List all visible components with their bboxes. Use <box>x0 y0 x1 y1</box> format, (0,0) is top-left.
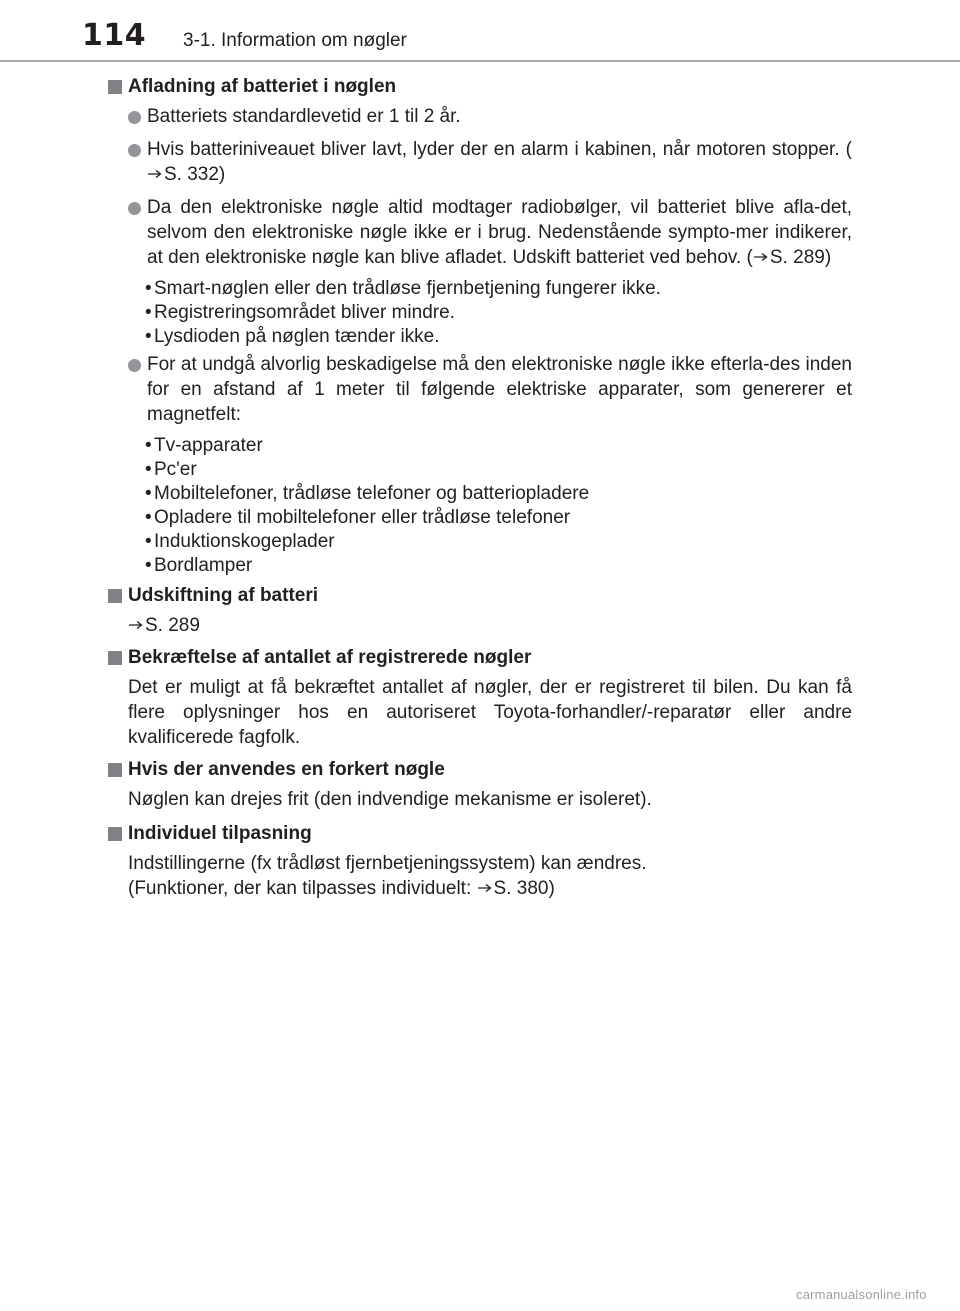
bullet-paragraph-radio-waves <box>128 195 852 270</box>
heading-text: Bekræftelse af antallet af registrerede nøgler <box>128 647 532 668</box>
paragraph-text: Batteriets standardlevetid er 1 til 2 år. <box>147 106 461 127</box>
page-reference-link[interactable]: S. 289) <box>769 247 832 268</box>
bullet-paragraph-low-battery-alarm <box>128 137 852 187</box>
bullet-glyph: • <box>145 507 152 528</box>
bullet-glyph: • <box>145 555 152 576</box>
bullet-glyph: • <box>145 278 152 299</box>
heading-battery-discharge <box>108 74 852 99</box>
heading-customization <box>108 821 852 846</box>
bullet-glyph: • <box>145 483 152 504</box>
list-item-text: Mobiltelefoner, trådløse telefoner og batteriopladere <box>154 483 590 504</box>
bullet-glyph: • <box>145 326 152 347</box>
bullet-glyph: • <box>145 435 152 456</box>
list-item <box>127 530 852 554</box>
round-bullet-icon <box>128 111 141 124</box>
heading-text: Individuel tilpasning <box>128 823 312 844</box>
page-reference-link[interactable]: S. 332) <box>164 164 226 185</box>
list-item <box>127 458 852 482</box>
section-title: 3-1. Information om nøgler <box>183 30 407 51</box>
paragraph-text: For at undgå alvorlig beskadigelse må den elektroniske nøgle ikke efterla-des inden for en afstand af 1 meter til følgende elektriske apparater, som genererer et magnetfelt: <box>147 354 852 425</box>
list-item <box>127 301 852 325</box>
page-reference-arrow-icon <box>754 252 768 262</box>
list-item-text: Bordlamper <box>154 555 253 576</box>
list-item-text: Tv-apparater <box>154 435 263 456</box>
symptom-list <box>127 277 852 349</box>
square-bullet-icon <box>108 827 122 841</box>
heading-text: Udskiftning af batteri <box>128 585 319 606</box>
page-header <box>0 0 960 62</box>
round-bullet-icon <box>128 202 141 215</box>
registered-keys-paragraph: Det er muligt at få bekræftet antallet af nøgler, der er registreret til bilen. Du kan få flere oplysninger hos en autoriseret Toyota-forhandler/-reparatør eller andre kvalificerede fagfolk. <box>128 677 852 748</box>
heading-registered-keys <box>108 645 852 670</box>
battery-replacement-reference <box>128 613 852 638</box>
page-number: 114 <box>82 18 147 53</box>
list-item <box>127 506 852 530</box>
list-item-text: Opladere til mobiltelefoner eller trådløse telefoner <box>154 507 571 528</box>
customization-line-2 <box>128 876 852 901</box>
round-bullet-icon <box>128 144 141 157</box>
list-item <box>127 277 852 301</box>
page-reference-arrow-icon <box>129 620 143 630</box>
list-item-text: Pc'er <box>154 459 197 480</box>
header-rule <box>0 60 960 62</box>
heading-battery-replacement <box>108 583 852 608</box>
list-item-text: Smart-nøglen eller den trådløse fjernbetjening fungerer ikke. <box>154 278 661 299</box>
bullet-glyph: • <box>145 302 152 323</box>
round-bullet-icon <box>128 359 141 372</box>
bullet-paragraph-magnetic-fields <box>128 352 852 427</box>
page-reference-link[interactable]: S. 380) <box>493 878 555 899</box>
wrong-key-paragraph: Nøglen kan drejes frit (den indvendige mekanisme er isoleret). <box>128 789 652 810</box>
customization-line-1: Indstillingerne (fx trådløst fjernbetjeningssystem) kan ændres. <box>128 853 647 874</box>
bullet-glyph: • <box>145 459 152 480</box>
heading-wrong-key <box>108 757 852 782</box>
paragraph-text: Da den elektroniske nøgle altid modtager radiobølger, vil batteriet blive afla-det, selvom den elektroniske nøgle ikke er i brug. Nedenstående sympto-mer indikerer, at den elektroniske nøgle kan blive afladet. Udskift batteriet ved behov. ( <box>147 197 852 268</box>
appliance-list <box>127 434 852 578</box>
heading-text: Hvis der anvendes en forkert nøgle <box>128 759 445 780</box>
square-bullet-icon <box>108 651 122 665</box>
heading-text: Afladning af batteriet i nøglen <box>128 76 397 97</box>
page-content <box>108 74 852 901</box>
paragraph-text: (Funktioner, der kan tilpasses individuelt: <box>128 878 477 899</box>
watermark-text: carmanualsonline.info <box>796 1287 927 1302</box>
page-reference-arrow-icon <box>478 883 492 893</box>
list-item <box>127 482 852 506</box>
bullet-glyph: • <box>145 531 152 552</box>
bullet-paragraph-battery-life <box>128 104 852 129</box>
paragraph-text: Hvis batteriniveauet bliver lavt, lyder der en alarm i kabinen, når motoren stopper. ( <box>147 139 852 160</box>
list-item <box>127 325 852 349</box>
list-item-text: Registreringsområdet bliver mindre. <box>154 302 455 323</box>
square-bullet-icon <box>108 589 122 603</box>
page-reference-link[interactable]: S. 289 <box>145 615 200 636</box>
list-item-text: Induktionskogeplader <box>154 531 335 552</box>
square-bullet-icon <box>108 763 122 777</box>
list-item-text: Lysdioden på nøglen tænder ikke. <box>154 326 440 347</box>
square-bullet-icon <box>108 80 122 94</box>
list-item <box>127 434 852 458</box>
page-reference-arrow-icon <box>148 169 162 179</box>
list-item <box>127 554 852 578</box>
